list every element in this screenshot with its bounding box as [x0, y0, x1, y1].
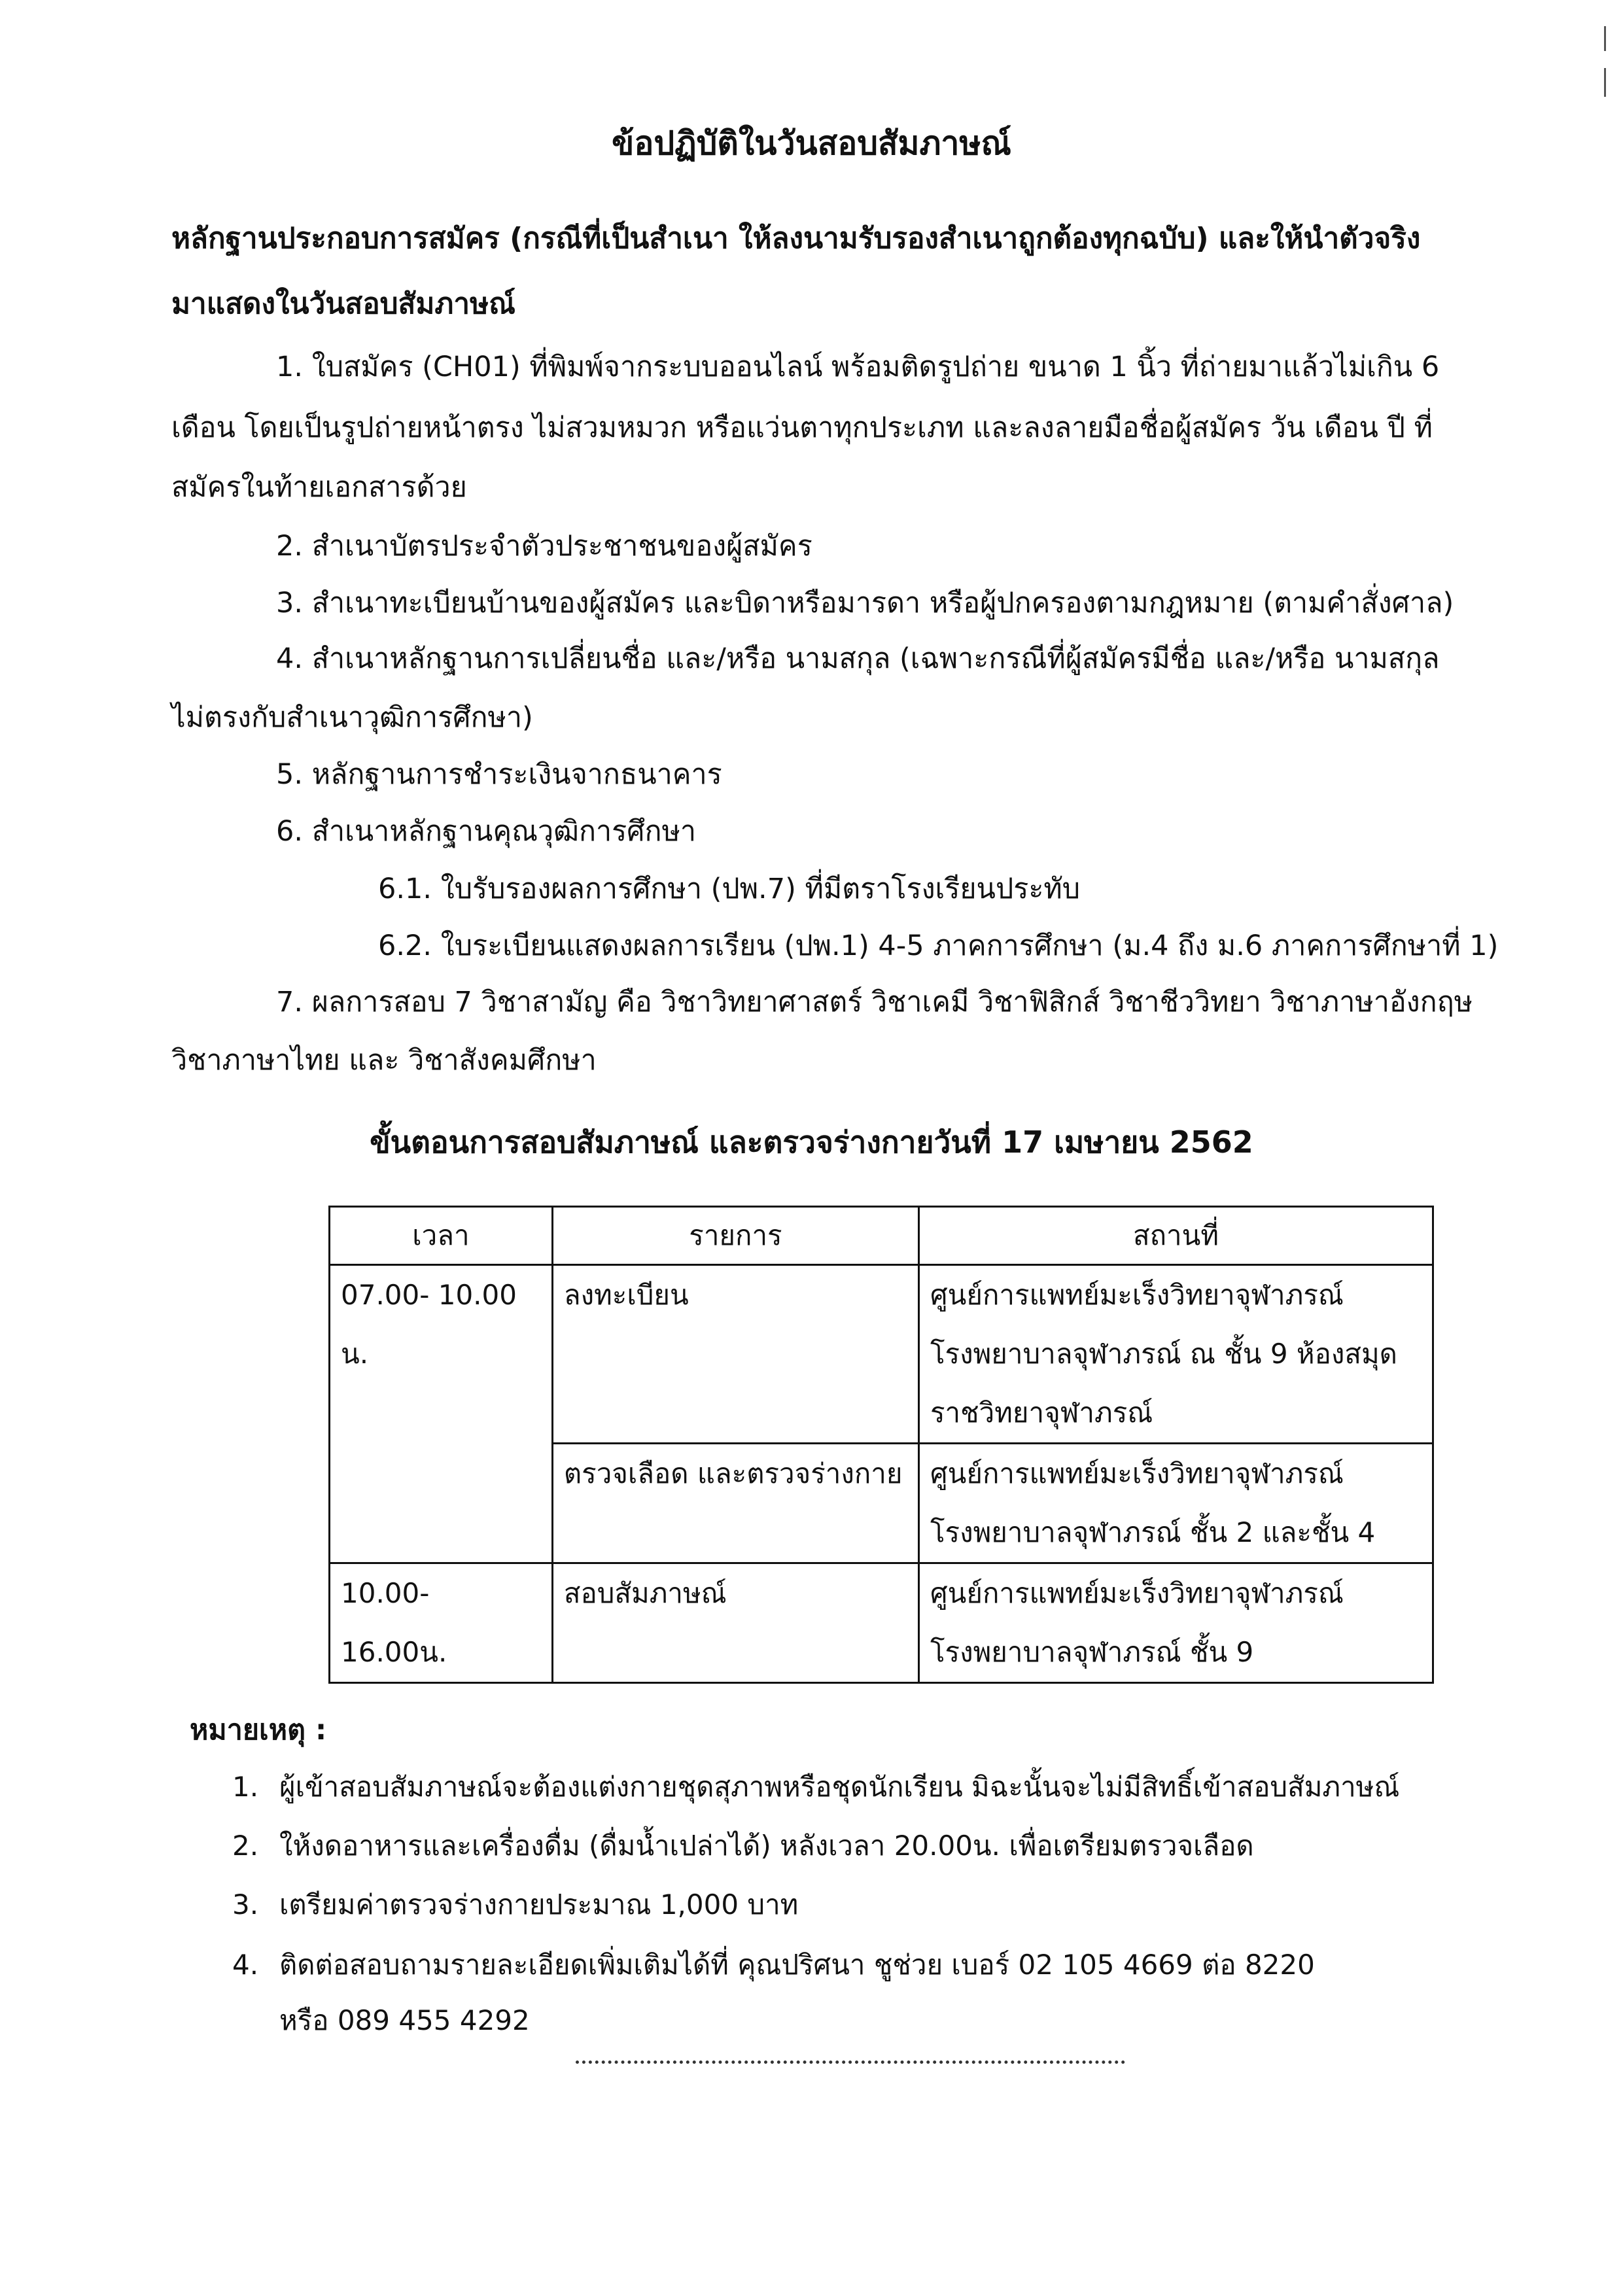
schedule-title: ขั้นตอนการสอบสัมภาษณ์ และตรวจร่างกายวันที่ 17 เมษายน 2562	[370, 1124, 1253, 1160]
item-1-line-3: สมัครในท้ายเอกสารด้วย	[171, 471, 467, 504]
time-text: 07.00- 10.00 น.	[341, 1279, 517, 1370]
item-4-line-2: ไม่ตรงกับสำเนาวุฒิการศึกษา)	[171, 701, 533, 734]
time-cell	[330, 1265, 553, 1563]
item-5: 5. หลักฐานการชำระเงินจากธนาคาร	[276, 758, 722, 791]
item-1-line-2: เดือน โดยเป็นรูปถ่ายหน้าตรง ไม่สวมหมวก หรือแว่นตาทุกประเภท และลงลายมือชื่อผู้สมัคร วัน เดือน ปี ที่	[171, 411, 1433, 444]
note-text: ผู้เข้าสอบสัมภาษณ์จะต้องแต่งกายชุดสุภาพหรือชุดนักเรียน มิฉะนั้นจะไม่มีสิทธิ์เข้าสอบสัมภาษณ์	[279, 1771, 1400, 1803]
item-1-line-1: 1. ใบสมัคร (CH01) ที่พิมพ์จากระบบออนไลน์ พร้อมติดรูปถ่าย ขนาด 1 นิ้ว ที่ถ่ายมาแล้วไม่เกิน 6	[276, 351, 1440, 383]
item-4-line-1: 4. สำเนาหลักฐานการเปลี่ยนชื่อ และ/หรือ นามสกุล (เฉพาะกรณีที่ผู้สมัครมีชื่อ และ/หรือ นามสกุล	[276, 642, 1440, 675]
table-row	[330, 1265, 1433, 1444]
note-text: เตรียมค่าตรวจร่างกายประมาณ 1,000 บาท	[279, 1888, 799, 1921]
header-place: สถานที่	[919, 1207, 1433, 1265]
place-cell	[919, 1265, 1433, 1444]
task-text: สอบสัมภาษณ์	[563, 1577, 727, 1609]
intro-paragraph: หลักฐานประกอบการสมัคร (กรณีที่เป็นสำเนา ให้ลงนามรับรองสำเนาถูกต้องทุกฉบับ) และให้นำตัวจริง มาแสดงในวันสอบสัมภาษณ์	[171, 222, 1421, 321]
task-cell	[552, 1265, 918, 1444]
item-3: 3. สำเนาทะเบียนบ้านของผู้สมัคร และบิดาหรือมารดา หรือผู้ปกครองตามกฎหมาย (ตามคำสั่งศาล)	[276, 587, 1454, 619]
note-1	[232, 1768, 1399, 1806]
task-text: ตรวจเลือด และตรวจร่างกาย	[563, 1457, 903, 1489]
note-number: 2.	[232, 1830, 259, 1862]
place-line: ศูนย์การแพทย์มะเร็งวิทยาจุฬาภรณ์	[930, 1279, 1344, 1311]
task-cell	[552, 1563, 918, 1683]
task-text: ลงทะเบียน	[563, 1279, 689, 1311]
item-2: 2. สำเนาบัตรประจำตัวประชาชนของผู้สมัคร	[276, 530, 812, 563]
place-cell	[919, 1563, 1433, 1683]
header-time: เวลา	[330, 1207, 553, 1265]
note-3	[232, 1886, 798, 1924]
place-line: โรงพยาบาลจุฬาภรณ์ ชั้น 2 และชั้น 4	[930, 1516, 1376, 1548]
header-task: รายการ	[552, 1207, 918, 1265]
place-line: โรงพยาบาลจุฬาภรณ์ ชั้น 9	[930, 1636, 1254, 1668]
item-6-1: 6.1. ใบรับรองผลการศึกษา (ปพ.7) ที่มีตราโรงเรียนประทับ	[378, 873, 1081, 905]
note-number: 1.	[232, 1771, 259, 1803]
table-row	[330, 1563, 1433, 1683]
place-cell	[919, 1444, 1433, 1563]
place-line: โรงพยาบาลจุฬาภรณ์ ณ ชั้น 9 ห้องสมุด	[930, 1338, 1397, 1370]
place-line: ศูนย์การแพทย์มะเร็งวิทยาจุฬาภรณ์	[930, 1577, 1344, 1609]
note-number: 3.	[232, 1888, 259, 1921]
note-2	[232, 1827, 1254, 1865]
task-cell	[552, 1444, 918, 1563]
schedule-table	[328, 1206, 1434, 1684]
item-7-line-2: วิชาภาษาไทย และ วิชาสังคมศึกษา	[171, 1044, 597, 1077]
place-line: ราชวิทยาจุฬาภรณ์	[930, 1397, 1153, 1429]
table-header-row	[330, 1207, 1433, 1265]
time-text: 10.00- 16.00น.	[341, 1577, 447, 1668]
item-7-line-1: 7. ผลการสอบ 7 วิชาสามัญ คือ วิชาวิทยาศาสตร์ วิชาเคมี วิชาฟิสิกส์ วิชาชีววิทยา วิชาภาษาอังกฤษ	[276, 986, 1473, 1018]
time-cell	[330, 1563, 553, 1683]
page-title: ข้อปฏิบัติในวันสอบสัมภาษณ์	[612, 124, 1011, 162]
place-line: ศูนย์การแพทย์มะเร็งวิทยาจุฬาภรณ์	[930, 1457, 1344, 1489]
note-text: ติดต่อสอบถามรายละเอียดเพิ่มเติมได้ที่ คุณปริศนา ชูช่วย เบอร์ 02 105 4669 ต่อ 8220	[279, 1949, 1315, 1981]
note-4	[232, 1946, 1315, 1984]
note-number: 4.	[232, 1949, 259, 1981]
scan-edge-mark	[1604, 68, 1606, 97]
note-text: ให้งดอาหารและเครื่องดื่ม (ดื่มน้ำเปล่าได้) หลังเวลา 20.00น. เพื่อเตรียมตรวจเลือด	[279, 1830, 1254, 1862]
item-6-2: 6.2. ใบระเบียนแสดงผลการเรียน (ปพ.1) 4-5 ภาคการศึกษา (ม.4 ถึง ม.6 ภาคการศึกษาที่ 1)	[378, 930, 1499, 962]
item-6: 6. สำเนาหลักฐานคุณวุฒิการศึกษา	[276, 815, 697, 848]
end-dotted-line	[576, 2061, 1125, 2064]
notes-heading: หมายเหตุ :	[190, 1714, 327, 1747]
note-4-continued: หรือ 089 455 4292	[279, 2004, 530, 2036]
scan-edge-mark	[1604, 26, 1606, 51]
